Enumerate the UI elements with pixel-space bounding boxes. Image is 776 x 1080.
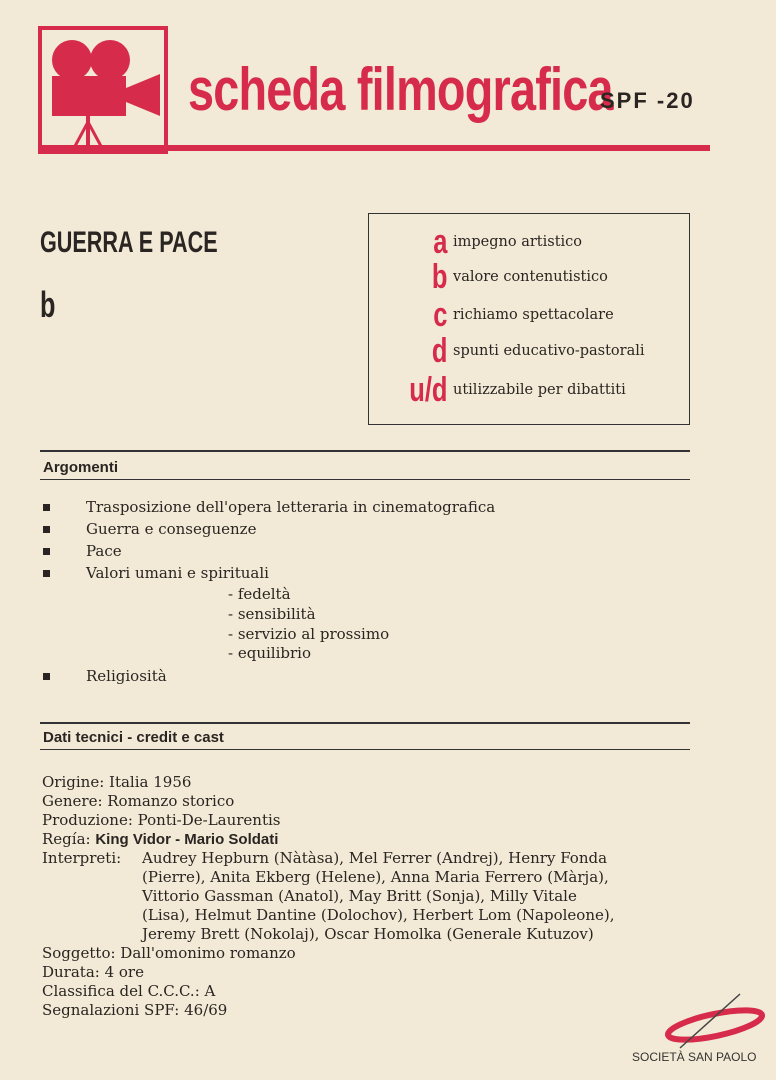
- legend-label: utilizzabile per dibattiti: [453, 382, 626, 398]
- cast-line: (Lisa), Helmut Dantine (Dolochov), Herbert Lom (Napoleone),: [142, 906, 615, 924]
- topic-item: Guerra e conseguenze: [86, 520, 257, 538]
- topic-subitem: - equilibrio: [228, 644, 311, 662]
- header-title: scheda filmografica: [188, 56, 613, 123]
- legend-letter: b: [431, 257, 448, 296]
- rating-legend: [368, 213, 690, 425]
- divider: [40, 722, 690, 724]
- topic-subitem: - sensibilità: [228, 605, 316, 623]
- cast-line: Jeremy Brett (Nokolaj), Oscar Homolka (Generale Kutuzov): [142, 925, 594, 943]
- cast-line: Vittorio Gassman (Anatol), May Britt (Sonja), Milly Vitale: [142, 887, 577, 905]
- legend-letter: a: [433, 222, 448, 261]
- topic-item: Trasposizione dell'opera letteraria in cinematografica: [86, 498, 496, 516]
- topic-item: Pace: [86, 542, 122, 560]
- tech-durata: Durata: 4 ore: [42, 963, 144, 981]
- film-rating: b: [40, 284, 56, 325]
- topic-subitem: - servizio al prossimo: [228, 625, 390, 643]
- legend-row: [369, 259, 608, 295]
- header-divider: [38, 145, 710, 151]
- legend-letter: u/d: [409, 370, 448, 409]
- legend-row: [369, 372, 626, 408]
- divider: [40, 479, 690, 480]
- tech-produzione: Produzione: Ponti-De-Laurentis: [42, 811, 281, 829]
- topics-heading: Argomenti: [43, 459, 118, 476]
- tech-regia: [42, 830, 278, 849]
- tech-heading: Dati tecnici - credit e cast: [43, 729, 224, 746]
- cast-line: Audrey Hepburn (Nàtàsa), Mel Ferrer (Andrej), Henry Fonda: [142, 849, 608, 867]
- regia-value: King Vidor - Mario Soldati: [95, 831, 279, 848]
- tech-genere: Genere: Romanzo storico: [42, 792, 235, 810]
- interpreti-label: Interpreti:: [42, 849, 122, 867]
- tech-origine: Origine: Italia 1956: [42, 773, 192, 791]
- logo-box: [38, 26, 168, 154]
- topic-item: Valori umani e spirituali: [86, 564, 269, 582]
- legend-label: spunti educativo-pastorali: [453, 343, 645, 359]
- bullet-icon: [43, 548, 50, 555]
- topic-item: Religiosità: [86, 667, 167, 685]
- publisher-logo-icon: [660, 990, 770, 1050]
- bullet-icon: [43, 570, 50, 577]
- legend-row: [369, 297, 614, 333]
- bullet-icon: [43, 504, 50, 511]
- cast-line: (Pierre), Anita Ekberg (Helene), Anna Maria Ferrero (Màrja),: [142, 868, 609, 886]
- publisher-name: SOCIETÀ SAN PAOLO: [632, 1050, 757, 1064]
- legend-label: valore contenutistico: [453, 269, 608, 285]
- topic-subitem: - fedeltà: [228, 585, 291, 603]
- legend-row: [369, 224, 582, 260]
- legend-letter: d: [431, 331, 448, 370]
- tech-classifica: Classifica del C.C.C.: A: [42, 982, 216, 1000]
- tech-segnalazioni: Segnalazioni SPF: 46/69: [42, 1001, 228, 1019]
- bullet-icon: [43, 673, 50, 680]
- legend-row: [369, 333, 645, 369]
- bullet-icon: [43, 526, 50, 533]
- movie-camera-icon: [42, 30, 164, 150]
- legend-label: impegno artistico: [453, 234, 583, 250]
- regia-label: Regía:: [42, 830, 96, 848]
- divider: [40, 749, 690, 750]
- legend-label: richiamo spettacolare: [453, 307, 614, 323]
- tech-soggetto: Soggetto: Dall'omonimo romanzo: [42, 944, 296, 962]
- sheet-code: SPF -20: [600, 88, 695, 113]
- legend-letter: c: [433, 295, 448, 334]
- divider: [40, 450, 690, 452]
- film-title: GUERRA E PACE: [40, 226, 218, 259]
